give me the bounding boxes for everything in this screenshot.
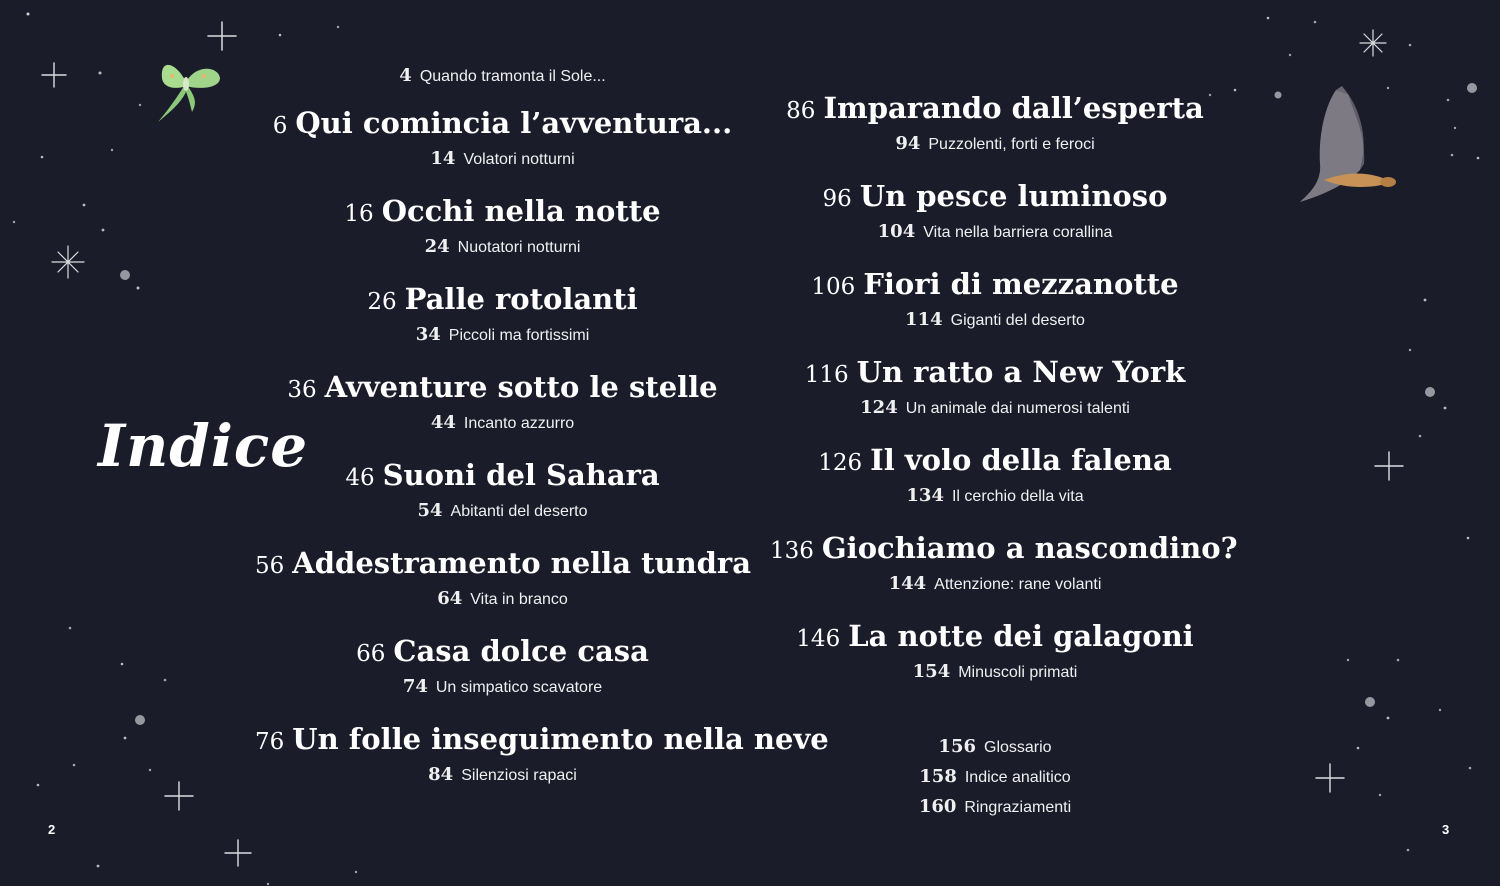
subchapter-entry[interactable] <box>255 498 750 525</box>
chapter-title: Occhi nella notte <box>381 194 661 228</box>
appendix-page-number: 156 <box>938 736 976 757</box>
appendix-entry-acknowledgements[interactable] <box>770 792 1220 822</box>
chapter-page-number: 96 <box>822 186 852 212</box>
chapter-page-number: 86 <box>786 98 816 124</box>
subchapter-title: Abitanti del deserto <box>450 503 588 520</box>
chapter-title: La notte dei galagoni <box>848 619 1194 653</box>
left-page-number: 2 <box>48 822 56 837</box>
subchapter-entry[interactable] <box>770 131 1220 158</box>
toc-section <box>770 88 1220 176</box>
subchapter-page-number: 74 <box>402 676 428 697</box>
subchapter-page-number: 54 <box>417 500 443 521</box>
chapter-title: Il volo della falena <box>870 443 1172 477</box>
page-title: Indice <box>98 412 309 480</box>
subchapter-title: Vita in branco <box>470 591 568 608</box>
toc-section <box>255 367 750 455</box>
intro-label: Quando tramonta il Sole... <box>419 68 606 85</box>
chapter-entry[interactable] <box>770 616 1220 659</box>
subchapter-entry[interactable] <box>770 395 1220 422</box>
subchapter-page-number: 24 <box>424 236 450 257</box>
subchapter-title: Volatori notturni <box>463 151 575 168</box>
chapter-title: Casa dolce casa <box>393 634 649 668</box>
toc-section <box>255 191 750 279</box>
chapter-entry[interactable] <box>255 191 750 234</box>
toc-section <box>255 455 750 543</box>
toc-section <box>770 264 1220 352</box>
subchapter-title: Giganti del deserto <box>950 312 1085 329</box>
chapter-entry[interactable] <box>255 103 750 146</box>
subchapter-entry[interactable] <box>255 146 750 173</box>
chapter-entry[interactable] <box>255 367 750 410</box>
subchapter-page-number: 34 <box>415 324 441 345</box>
toc-section <box>255 103 750 191</box>
chapter-entry[interactable] <box>255 631 750 674</box>
intro-page-number: 4 <box>399 65 412 86</box>
toc-section <box>770 528 1238 616</box>
toc-section <box>770 616 1220 704</box>
subchapter-entry[interactable] <box>770 659 1220 686</box>
toc-section <box>770 440 1220 528</box>
chapter-title: Palle rotolanti <box>404 282 638 316</box>
appendix-title: Glossario <box>984 739 1052 756</box>
subchapter-entry[interactable] <box>770 483 1220 510</box>
chapter-entry[interactable] <box>770 264 1220 307</box>
subchapter-title: Piccoli ma fortissimi <box>448 327 590 344</box>
chapter-title: Fiori di mezzanotte <box>863 267 1179 301</box>
subchapter-page-number: 14 <box>430 148 456 169</box>
subchapter-title: Puzzolenti, forti e feroci <box>928 136 1095 153</box>
appendix-page-number: 160 <box>918 796 957 817</box>
chapter-page-number: 66 <box>356 641 386 667</box>
chapter-page-number: 76 <box>255 729 285 755</box>
chapter-page-number: 106 <box>811 274 856 300</box>
chapter-title: Giochiamo a nascondino? <box>821 531 1238 565</box>
subchapter-page-number: 64 <box>437 588 463 609</box>
subchapter-entry[interactable] <box>255 674 750 701</box>
subchapter-entry[interactable] <box>770 571 1220 598</box>
chapter-entry[interactable] <box>770 528 1238 571</box>
subchapter-page-number: 144 <box>888 573 927 594</box>
appendix-title: Ringraziamenti <box>964 799 1072 816</box>
subchapter-title: Incanto azzurro <box>463 415 575 432</box>
chapter-entry[interactable] <box>770 440 1220 483</box>
chapter-page-number: 16 <box>344 201 374 227</box>
toc-intro-entry[interactable] <box>255 58 750 95</box>
toc-section <box>255 719 829 807</box>
fruit-bat-icon <box>1296 84 1400 204</box>
toc-right-column <box>770 88 1238 822</box>
subchapter-page-number: 124 <box>860 397 898 418</box>
toc-section <box>770 176 1220 264</box>
chapter-title: Avventure sotto le stelle <box>324 370 718 404</box>
appendix-entry-glossary[interactable] <box>770 732 1220 762</box>
subchapter-entry[interactable] <box>770 219 1220 246</box>
subchapter-page-number: 154 <box>912 661 951 682</box>
chapter-entry[interactable] <box>770 88 1220 131</box>
chapter-page-number: 116 <box>804 362 849 388</box>
toc-section <box>255 279 750 367</box>
subchapter-page-number: 94 <box>895 133 921 154</box>
subchapter-page-number: 114 <box>905 309 943 330</box>
chapter-page-number: 26 <box>367 289 397 315</box>
chapter-page-number: 46 <box>345 465 375 491</box>
chapter-page-number: 126 <box>818 450 863 476</box>
subchapter-entry[interactable] <box>255 762 750 789</box>
chapter-page-number: 136 <box>770 538 814 564</box>
chapter-entry[interactable] <box>255 543 750 586</box>
appendix-page-number: 158 <box>919 766 957 787</box>
subchapter-entry[interactable] <box>255 322 750 349</box>
subchapter-title: Un simpatico scavatore <box>435 679 603 696</box>
subchapter-page-number: 44 <box>430 412 456 433</box>
chapter-entry[interactable] <box>255 719 829 762</box>
toc-section <box>770 352 1220 440</box>
subchapter-entry[interactable] <box>255 234 750 261</box>
luna-moth-icon <box>148 52 224 124</box>
chapter-page-number: 6 <box>272 113 288 139</box>
subchapter-title: Minuscoli primati <box>958 664 1078 681</box>
subchapter-title: Silenziosi rapaci <box>461 767 577 784</box>
chapter-page-number: 56 <box>255 553 285 579</box>
chapter-title: Suoni del Sahara <box>382 458 660 492</box>
chapter-entry[interactable] <box>255 455 750 498</box>
chapter-title: Qui comincia l’avventura... <box>295 106 733 140</box>
chapter-title: Un ratto a New York <box>856 355 1186 389</box>
subchapter-page-number: 134 <box>906 485 944 506</box>
subchapter-title: Vita nella barriera corallina <box>923 224 1113 241</box>
chapter-title: Un pesce luminoso <box>859 179 1168 213</box>
chapter-page-number: 146 <box>796 626 841 652</box>
chapter-title: Imparando dall’esperta <box>823 91 1204 125</box>
subchapter-title: Un animale dai numerosi talenti <box>905 400 1130 417</box>
chapter-entry[interactable] <box>770 176 1220 219</box>
subchapter-entry[interactable] <box>255 586 750 613</box>
appendix-title: Indice analitico <box>964 769 1071 786</box>
toc-section <box>255 631 750 719</box>
subchapter-entry[interactable] <box>255 410 750 437</box>
right-page-number: 3 <box>1442 822 1450 837</box>
subchapter-page-number: 104 <box>877 221 916 242</box>
toc-appendix <box>770 732 1220 822</box>
chapter-title: Addestramento nella tundra <box>292 546 751 580</box>
subchapter-title: Attenzione: rane volanti <box>934 576 1102 593</box>
subchapter-title: Il cerchio della vita <box>951 488 1084 505</box>
subchapter-page-number: 84 <box>428 764 454 785</box>
chapter-title: Un folle inseguimento nella neve <box>292 722 829 756</box>
chapter-page-number: 36 <box>287 377 317 403</box>
toc-section <box>255 543 750 631</box>
chapter-entry[interactable] <box>255 279 750 322</box>
subchapter-title: Nuotatori notturni <box>457 239 581 256</box>
appendix-entry-index[interactable] <box>770 762 1220 792</box>
subchapter-entry[interactable] <box>770 307 1220 334</box>
chapter-entry[interactable] <box>770 352 1220 395</box>
